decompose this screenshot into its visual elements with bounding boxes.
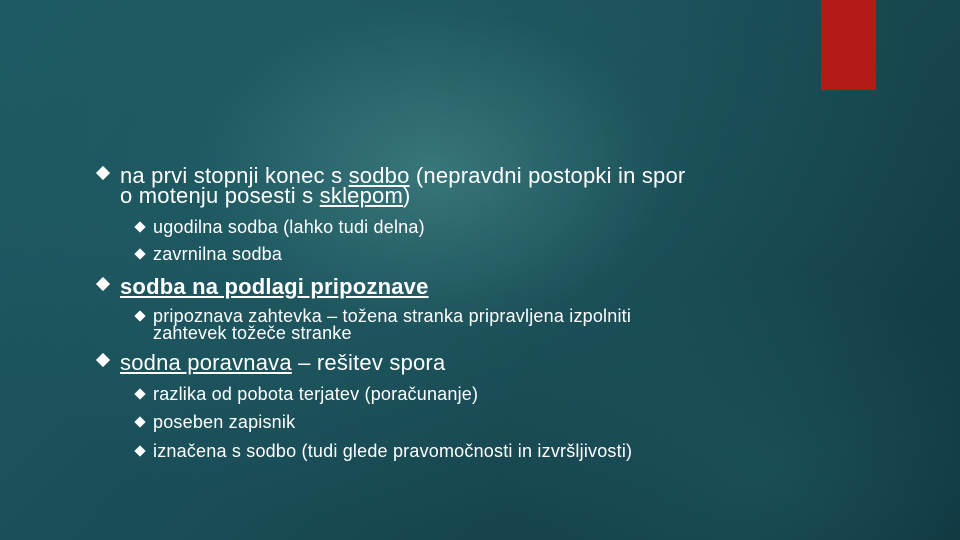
underlined-term: sodbo xyxy=(348,163,410,188)
sub-bullet-text: iznačena s sodbo (tudi glede pravomočnosti in izvršljivosti) xyxy=(153,441,633,461)
sub-bullet-text: poseben zapisnik xyxy=(153,412,296,432)
sub-bullet-text: razlika od pobota terjatev (poračunanje) xyxy=(153,384,479,404)
sub-bullet-text: ugodilna sodba (lahko tudi delna) xyxy=(153,217,425,237)
sub-bullet-text xyxy=(153,308,631,342)
text-segment: (nepravdni postopki in spor xyxy=(409,163,686,188)
text-segment: o motenju posesti s xyxy=(120,183,320,208)
bullet-text: sodba na podlagi pripoznave xyxy=(120,274,429,299)
text-segment: – rešitev spora xyxy=(291,350,446,375)
underlined-term: sodna poravnava xyxy=(120,350,292,375)
text-line: zahtevek tožeče stranke xyxy=(153,323,352,343)
bullet-text xyxy=(120,350,446,375)
underlined-term: sklepom xyxy=(319,183,403,208)
text-segment: na prvi stopnji konec s xyxy=(120,163,349,188)
text-segment: ) xyxy=(403,183,411,208)
text-line: pripoznava zahtevka – tožena stranka pripravljena izpolniti xyxy=(153,306,632,326)
sub-bullet-text: zavrnilna sodba xyxy=(153,244,283,264)
bullet-text xyxy=(120,163,686,208)
